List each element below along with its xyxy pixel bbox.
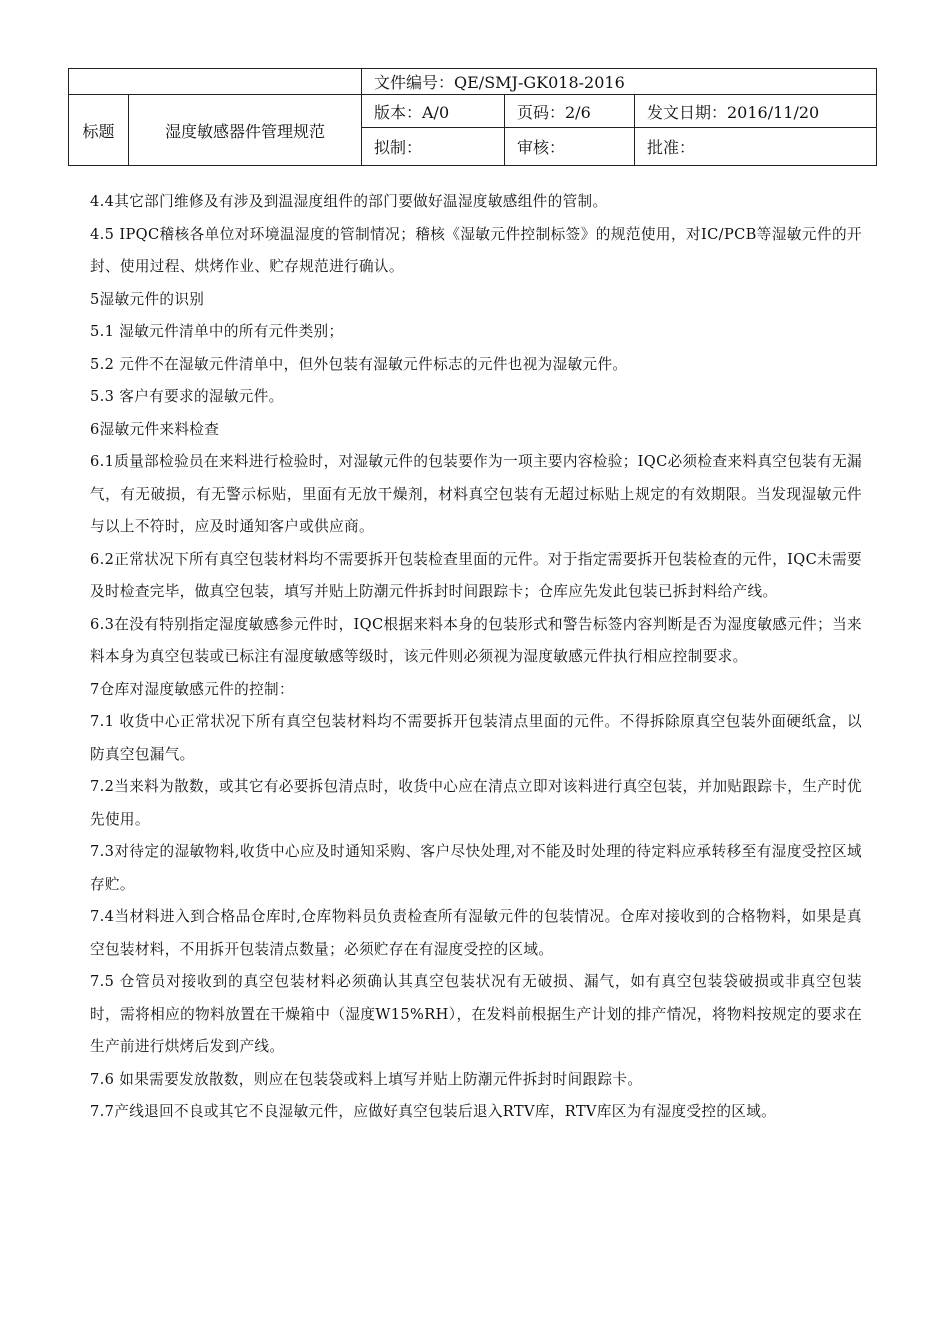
document-title: 湿度敏感器件管理规范 bbox=[129, 95, 362, 166]
header-blank-cell bbox=[69, 69, 362, 95]
paragraph: 6.2正常状况下所有真空包装材料均不需要拆开包装检查里面的元件。对于指定需要拆开包装检查的元件，IQC未需要及时检查完毕，做真空包装，填写并贴上防潮元件拆封时间跟踪卡；仓库应先发此包装已拆封料给产线。 bbox=[90, 550, 862, 600]
drafted-by: 拟制： bbox=[362, 128, 505, 166]
paragraph: 7.4当材料进入到合格品仓库时,仓库物料员负责检查所有湿敏元件的包装情况。仓库对接收到的合格物料，如果是真空包装材料，不用拆开包装清点数量；必须贮存在有湿度受控的区域。 bbox=[90, 908, 862, 958]
document-body bbox=[90, 186, 862, 1129]
title-label: 标题 bbox=[69, 95, 129, 166]
paragraph: 6.3在没有特别指定湿度敏感参元件时，IQC根据来料本身的包装形式和警告标签内容判断是否为湿度敏感元件；当来料本身为真空包装或已标注有湿度敏感等级时，该元件则必须视为湿度敏感元件执行相应控制要求。 bbox=[90, 615, 862, 665]
page-number: 页码：2/6 bbox=[505, 95, 635, 128]
paragraph: 7.7产线退回不良或其它不良湿敏元件，应做好真空包装后退入RTV库，RTV库区为有湿度受控的区域。 bbox=[90, 1103, 777, 1120]
paragraph: 4.4其它部门维修及有涉及到温湿度组件的部门要做好温湿度敏感组件的管制。 bbox=[90, 193, 608, 210]
issue-date: 发文日期：2016/11/20 bbox=[635, 95, 877, 128]
paragraph: 5.3 客户有要求的湿敏元件。 bbox=[90, 388, 284, 405]
doc-number: 文件编号：QE/SMJ-GK018-2016 bbox=[362, 69, 877, 95]
paragraph: 7.2当来料为散数，或其它有必要拆包清点时，收货中心应在清点立即对该料进行真空包装，并加贴跟踪卡，生产时优先使用。 bbox=[90, 778, 862, 828]
approved-by: 批准： bbox=[635, 128, 877, 166]
paragraph: 6.1质量部检验员在来料进行检验时，对湿敏元件的包装要作为一项主要内容检验；IQC必须检查来料真空包装有无漏气，有无破损，有无警示标贴，里面有无放干燥剂，材料真空包装有无超过标贴上规定的有效期限。当发现湿敏元件与以上不符时，应及时通知客户或供应商。 bbox=[90, 453, 862, 535]
version: 版本：A/0 bbox=[362, 95, 505, 128]
paragraph: 7.3对待定的湿敏物料,收货中心应及时通知采购、客户尽快处理,对不能及时处理的待定料应承转移至有湿度受控区域存贮。 bbox=[90, 843, 862, 893]
paragraph: 7.6 如果需要发放散数，则应在包装袋或料上填写并贴上防潮元件拆封时间跟踪卡。 bbox=[90, 1070, 643, 1088]
paragraph: 7.5 仓管员对接收到的真空包装材料必须确认其真空包装状况有无破损、漏气，如有真空包装袋破损或非真空包装时，需将相应的物料放置在干燥箱中（湿度W15%RH），在发料前根据生产计划的排产情况，将物料按规定的要求在生产前进行烘烤后发到产线。 bbox=[90, 973, 862, 1055]
paragraph: 7.1 收货中心正常状况下所有真空包装材料均不需要拆开包装清点里面的元件。不得拆除原真空包装外面硬纸盒，以防真空包漏气。 bbox=[90, 713, 862, 763]
section-heading: 6湿敏元件来料检查 bbox=[90, 420, 220, 438]
paragraph: 5.2 元件不在湿敏元件清单中，但外包装有湿敏元件标志的元件也视为湿敏元件。 bbox=[90, 355, 628, 373]
reviewed-by: 审核： bbox=[505, 128, 635, 166]
section-heading: 7仓库对湿度敏感元件的控制： bbox=[90, 680, 294, 698]
document-header-table bbox=[68, 68, 877, 166]
section-heading: 5湿敏元件的识别 bbox=[90, 290, 205, 308]
paragraph: 5.1 湿敏元件清单中的所有元件类别； bbox=[90, 323, 344, 340]
paragraph: 4.5 IPQC稽核各单位对环境温湿度的管制情况；稽核《湿敏元件控制标签》的规范使用，对IC/PCB等湿敏元件的开封、使用过程、烘烤作业、贮存规范进行确认。 bbox=[90, 225, 862, 275]
